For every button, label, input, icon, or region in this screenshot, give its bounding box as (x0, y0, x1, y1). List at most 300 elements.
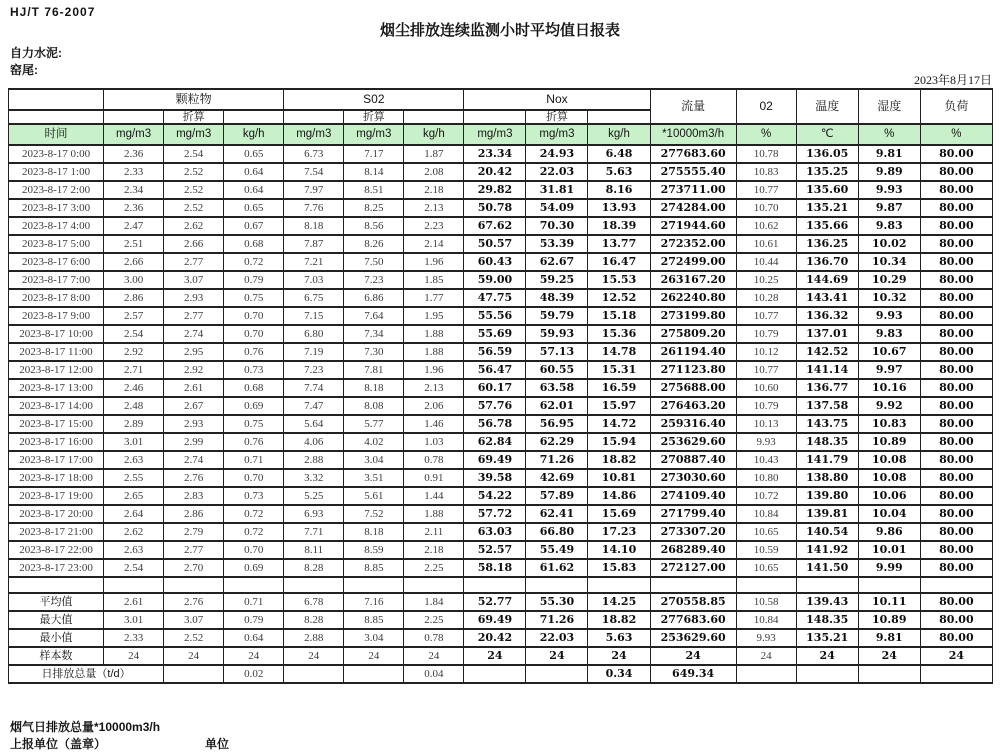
cell-value: 5.61 (344, 487, 404, 505)
cell-value: 8.59 (344, 541, 404, 559)
cell-value: 1.87 (404, 145, 464, 163)
cell-value: 2.54 (104, 325, 164, 343)
cell-value: 5.63 (588, 163, 650, 181)
unit-cell: kg/h (588, 124, 650, 145)
cell-empty (104, 577, 164, 593)
cell-value: 62.84 (464, 433, 526, 451)
cell-value: 2.93 (164, 289, 224, 307)
cell-value: 253629.60 (650, 629, 736, 647)
unit-cell: mg/m3 (284, 124, 344, 145)
cell-value: 2.93 (164, 415, 224, 433)
cell-value: 0.65 (224, 199, 284, 217)
cell-value: 7.54 (284, 163, 344, 181)
cell-value: 2.54 (164, 145, 224, 163)
cell-value: 55.56 (464, 307, 526, 325)
cell-value: 9.83 (858, 217, 920, 235)
cell-value: 57.72 (464, 505, 526, 523)
cell-value: 2.66 (164, 235, 224, 253)
cell-value: 9.93 (858, 307, 920, 325)
cell-value: 9.93 (736, 433, 796, 451)
table-row (9, 487, 993, 505)
cell-time: 2023-8-17 10:00 (9, 325, 104, 343)
cell-value: 10.77 (736, 361, 796, 379)
cell-time: 2023-8-17 22:00 (9, 541, 104, 559)
cell-value: 0.69 (224, 397, 284, 415)
spacer-row (9, 577, 993, 593)
cell-value: 259316.40 (650, 415, 736, 433)
cell-value: 56.78 (464, 415, 526, 433)
cell-empty (920, 577, 992, 593)
table-row (9, 451, 993, 469)
cell-value: 14.10 (588, 541, 650, 559)
summary-label: 平均值 (9, 593, 104, 611)
cell-value: 9.93 (736, 629, 796, 647)
cell-value: 10.84 (736, 611, 796, 629)
cell-value: 136.25 (796, 235, 858, 253)
cell-value: 60.55 (526, 361, 588, 379)
cell-value: 2.70 (164, 559, 224, 577)
cell-value: 139.80 (796, 487, 858, 505)
cell-value: 24 (164, 647, 224, 665)
cell-value: 1.88 (404, 325, 464, 343)
cell-value: 80.00 (920, 593, 992, 611)
cell-value: 52.77 (464, 593, 526, 611)
cell-value: 12.52 (588, 289, 650, 307)
cell-value: 62.67 (526, 253, 588, 271)
cell-value: 50.78 (464, 199, 526, 217)
cell-value: 80.00 (920, 505, 992, 523)
cell-value: 4.02 (344, 433, 404, 451)
cell-value: 273307.20 (650, 523, 736, 541)
cell-value: 2.18 (404, 181, 464, 199)
cell-value: 276463.20 (650, 397, 736, 415)
cell-value: 2.36 (104, 199, 164, 217)
cell-value (920, 665, 992, 683)
table-row (9, 505, 993, 523)
unit-cell: mg/m3 (526, 124, 588, 145)
cell-value: 141.50 (796, 559, 858, 577)
cell-value: 8.14 (344, 163, 404, 181)
cell-value: 273199.80 (650, 307, 736, 325)
cell-value: 24 (344, 647, 404, 665)
cell-value: 7.97 (284, 181, 344, 199)
cell-value: 24 (796, 647, 858, 665)
cell-value: 274109.40 (650, 487, 736, 505)
cell-value: 14.86 (588, 487, 650, 505)
cell-value: 10.08 (858, 451, 920, 469)
cell-value: 135.21 (796, 629, 858, 647)
summary-label: 最大值 (9, 611, 104, 629)
cell-value (736, 665, 796, 683)
cell-value: 8.11 (284, 541, 344, 559)
cell-value: 56.47 (464, 361, 526, 379)
header-pm-converted: 折算 (164, 110, 224, 124)
cell-value: 24 (736, 647, 796, 665)
cell-value: 7.52 (344, 505, 404, 523)
cell-value: 56.59 (464, 343, 526, 361)
cell-value: 275555.40 (650, 163, 736, 181)
standard-code: HJ/T 76-2007 (10, 5, 96, 19)
cell-value: 7.34 (344, 325, 404, 343)
cell-value: 7.71 (284, 523, 344, 541)
summary-row (9, 611, 993, 629)
cell-value: 2.92 (164, 361, 224, 379)
cell-value: 2.65 (104, 487, 164, 505)
flue-gas-total-label: 烟气日排放总量*10000m3/h (10, 720, 161, 734)
cell-value: 271799.40 (650, 505, 736, 523)
cell-value: 18.39 (588, 217, 650, 235)
cell-value: 9.83 (858, 325, 920, 343)
unit-cell: % (920, 124, 992, 145)
cell-value: 6.93 (284, 505, 344, 523)
summary-row (9, 593, 993, 611)
cell-value: 0.65 (224, 145, 284, 163)
cell-value: 141.92 (796, 541, 858, 559)
cell-value: 2.79 (164, 523, 224, 541)
cell-value: 8.08 (344, 397, 404, 415)
cell-value: 15.69 (588, 505, 650, 523)
cell-time: 2023-8-17 6:00 (9, 253, 104, 271)
cell-value: 2.77 (164, 253, 224, 271)
cell-value: 2.99 (164, 433, 224, 451)
cell-value: 0.70 (224, 541, 284, 559)
header-empty-cell (9, 110, 104, 124)
cell-value: 2.76 (164, 593, 224, 611)
cell-value: 137.58 (796, 397, 858, 415)
cell-value: 10.04 (858, 505, 920, 523)
cell-value (464, 665, 526, 683)
cell-value: 2.64 (104, 505, 164, 523)
cell-value: 135.21 (796, 199, 858, 217)
unit-cell: *10000m3/h (650, 124, 736, 145)
cell-value: 9.86 (858, 523, 920, 541)
cell-value: 10.01 (858, 541, 920, 559)
cell-value: 7.47 (284, 397, 344, 415)
cell-value: 15.94 (588, 433, 650, 451)
cell-value: 2.52 (164, 199, 224, 217)
cell-value: 277683.60 (650, 611, 736, 629)
cell-value: 261194.40 (650, 343, 736, 361)
cell-value: 9.92 (858, 397, 920, 415)
cell-value: 2.33 (104, 163, 164, 181)
cell-value: 253629.60 (650, 433, 736, 451)
cell-value: 2.61 (164, 379, 224, 397)
cell-value: 10.89 (858, 611, 920, 629)
cell-value: 141.79 (796, 451, 858, 469)
cell-time: 2023-8-17 14:00 (9, 397, 104, 415)
cell-value: 1.96 (404, 253, 464, 271)
cell-value: 142.52 (796, 343, 858, 361)
cell-value: 2.62 (164, 217, 224, 235)
cell-value: 69.49 (464, 451, 526, 469)
header-empty-cell (464, 110, 526, 124)
cell-value: 0.73 (224, 487, 284, 505)
cell-time: 2023-8-17 3:00 (9, 199, 104, 217)
cell-value: 3.07 (164, 611, 224, 629)
cell-empty (9, 577, 104, 593)
cell-value: 0.72 (224, 253, 284, 271)
cell-value (796, 665, 858, 683)
cell-value: 80.00 (920, 611, 992, 629)
cell-value: 10.34 (858, 253, 920, 271)
cell-value: 22.03 (526, 163, 588, 181)
cell-value: 2.67 (164, 397, 224, 415)
cell-value: 140.54 (796, 523, 858, 541)
header-so2: S02 (284, 89, 464, 110)
cell-value: 24 (650, 647, 736, 665)
cell-value: 62.41 (526, 505, 588, 523)
cell-value: 47.75 (464, 289, 526, 307)
cell-value: 15.53 (588, 271, 650, 289)
cell-value: 80.00 (920, 415, 992, 433)
cell-value: 7.19 (284, 343, 344, 361)
cell-value: 8.26 (344, 235, 404, 253)
cell-value: 70.30 (526, 217, 588, 235)
header-pm: 颗粒物 (104, 89, 284, 110)
cell-value: 5.64 (284, 415, 344, 433)
cell-value: 9.81 (858, 629, 920, 647)
cell-time: 2023-8-17 9:00 (9, 307, 104, 325)
cell-value: 14.25 (588, 593, 650, 611)
cell-value: 2.33 (104, 629, 164, 647)
cell-value: 39.58 (464, 469, 526, 487)
cell-value: 2.46 (104, 379, 164, 397)
cell-value: 48.39 (526, 289, 588, 307)
cell-value: 10.81 (588, 469, 650, 487)
cell-value: 148.35 (796, 433, 858, 451)
cell-value: 8.28 (284, 611, 344, 629)
cell-value (344, 665, 404, 683)
cell-value: 3.01 (104, 433, 164, 451)
cell-value: 8.25 (344, 199, 404, 217)
cell-value: 1.88 (404, 343, 464, 361)
cell-value: 3.07 (164, 271, 224, 289)
cell-value: 7.87 (284, 235, 344, 253)
cell-value: 8.85 (344, 611, 404, 629)
table-row (9, 181, 993, 199)
cell-value: 60.43 (464, 253, 526, 271)
cell-value: 0.72 (224, 523, 284, 541)
cell-value: 8.56 (344, 217, 404, 235)
cell-value: 59.93 (526, 325, 588, 343)
cell-value: 2.74 (164, 325, 224, 343)
cell-value: 136.05 (796, 145, 858, 163)
cell-value: 136.70 (796, 253, 858, 271)
cell-value: 1.46 (404, 415, 464, 433)
cell-value: 59.00 (464, 271, 526, 289)
cell-value: 275809.20 (650, 325, 736, 343)
cell-value: 7.03 (284, 271, 344, 289)
cell-value: 10.02 (858, 235, 920, 253)
cell-value: 0.02 (224, 665, 284, 683)
cell-value: 7.21 (284, 253, 344, 271)
cell-value: 2.95 (164, 343, 224, 361)
cell-value: 10.08 (858, 469, 920, 487)
cell-value: 69.49 (464, 611, 526, 629)
cell-value: 148.35 (796, 611, 858, 629)
table-row (9, 217, 993, 235)
cell-value: 1.95 (404, 307, 464, 325)
cell-value: 2.08 (404, 163, 464, 181)
cell-value: 268289.40 (650, 541, 736, 559)
cell-time: 2023-8-17 13:00 (9, 379, 104, 397)
cell-value: 8.51 (344, 181, 404, 199)
cell-time: 2023-8-17 5:00 (9, 235, 104, 253)
cell-value: 2.77 (164, 307, 224, 325)
cell-value: 138.80 (796, 469, 858, 487)
cell-value: 2.25 (404, 559, 464, 577)
cell-value: 31.81 (526, 181, 588, 199)
cell-value: 6.48 (588, 145, 650, 163)
cell-value: 0.64 (224, 163, 284, 181)
cell-time: 2023-8-17 0:00 (9, 145, 104, 163)
cell-time: 2023-8-17 19:00 (9, 487, 104, 505)
cell-value: 62.29 (526, 433, 588, 451)
cell-time: 2023-8-17 16:00 (9, 433, 104, 451)
table-row (9, 397, 993, 415)
cell-value: 0.34 (588, 665, 650, 683)
cell-time: 2023-8-17 18:00 (9, 469, 104, 487)
cell-value: 136.32 (796, 307, 858, 325)
cell-value: 2.83 (164, 487, 224, 505)
cell-value: 2.86 (104, 289, 164, 307)
table-row (9, 145, 993, 163)
cell-value: 18.82 (588, 451, 650, 469)
cell-value: 7.74 (284, 379, 344, 397)
header-group-row (9, 89, 993, 110)
monitoring-table (8, 88, 993, 684)
cell-value: 2.14 (404, 235, 464, 253)
cell-value: 0.76 (224, 343, 284, 361)
cell-value: 7.81 (344, 361, 404, 379)
cell-time: 2023-8-17 17:00 (9, 451, 104, 469)
cell-time: 2023-8-17 7:00 (9, 271, 104, 289)
cell-empty (224, 577, 284, 593)
summary-label: 最小值 (9, 629, 104, 647)
cell-value: 0.70 (224, 325, 284, 343)
cell-value: 80.00 (920, 397, 992, 415)
cell-value: 2.92 (104, 343, 164, 361)
table-row (9, 163, 993, 181)
cell-value: 10.80 (736, 469, 796, 487)
cell-value: 9.99 (858, 559, 920, 577)
cell-value: 0.79 (224, 271, 284, 289)
cell-value: 10.70 (736, 199, 796, 217)
cell-value: 57.89 (526, 487, 588, 505)
company-label: 自力水泥: (10, 46, 62, 60)
cell-value: 10.58 (736, 593, 796, 611)
cell-value: 7.15 (284, 307, 344, 325)
page-title: 烟尘排放连续监测小时平均值日报表 (379, 22, 620, 39)
cell-value: 0.78 (404, 629, 464, 647)
cell-value: 2.57 (104, 307, 164, 325)
cell-value: 135.66 (796, 217, 858, 235)
cell-time: 2023-8-17 12:00 (9, 361, 104, 379)
cell-value: 20.42 (464, 163, 526, 181)
cell-value: 10.16 (858, 379, 920, 397)
cell-value: 2.61 (104, 593, 164, 611)
cell-value: 24 (464, 647, 526, 665)
cell-time: 2023-8-17 20:00 (9, 505, 104, 523)
header-time: 时间 (9, 124, 104, 145)
cell-value: 2.63 (104, 541, 164, 559)
cell-value: 273711.00 (650, 181, 736, 199)
cell-time: 2023-8-17 15:00 (9, 415, 104, 433)
unit-label: 单位 (205, 737, 230, 751)
cell-value: 50.57 (464, 235, 526, 253)
cell-value: 80.00 (920, 289, 992, 307)
cell-value: 10.12 (736, 343, 796, 361)
cell-value: 649.34 (650, 665, 736, 683)
cell-value: 7.50 (344, 253, 404, 271)
cell-value: 18.82 (588, 611, 650, 629)
cell-time: 2023-8-17 23:00 (9, 559, 104, 577)
cell-value: 272499.00 (650, 253, 736, 271)
cell-value: 7.16 (344, 593, 404, 611)
cell-value: 2.89 (104, 415, 164, 433)
cell-value: 15.97 (588, 397, 650, 415)
cell-empty (284, 577, 344, 593)
unit-cell: % (736, 124, 796, 145)
cell-value: 2.25 (404, 611, 464, 629)
cell-value: 5.77 (344, 415, 404, 433)
cell-value: 54.09 (526, 199, 588, 217)
header-empty-cell (404, 110, 464, 124)
cell-empty (650, 577, 736, 593)
cell-value: 10.62 (736, 217, 796, 235)
cell-value: 7.23 (284, 361, 344, 379)
cell-value: 10.67 (858, 343, 920, 361)
cell-value: 136.77 (796, 379, 858, 397)
cell-value: 71.26 (526, 611, 588, 629)
cell-value: 8.18 (344, 523, 404, 541)
cell-value: 8.16 (588, 181, 650, 199)
cell-time: 2023-8-17 11:00 (9, 343, 104, 361)
cell-value: 80.00 (920, 379, 992, 397)
cell-value: 0.04 (404, 665, 464, 683)
cell-value: 10.79 (736, 397, 796, 415)
cell-value: 1.85 (404, 271, 464, 289)
cell-value: 143.75 (796, 415, 858, 433)
cell-value: 57.76 (464, 397, 526, 415)
cell-value: 0.73 (224, 361, 284, 379)
cell-value: 0.70 (224, 307, 284, 325)
cell-value: 6.75 (284, 289, 344, 307)
cell-value: 275688.00 (650, 379, 736, 397)
cell-value: 0.71 (224, 451, 284, 469)
table-row (9, 235, 993, 253)
cell-value: 80.00 (920, 559, 992, 577)
cell-value: 16.59 (588, 379, 650, 397)
cell-value: 0.75 (224, 289, 284, 307)
cell-value: 3.01 (104, 611, 164, 629)
cell-time: 2023-8-17 4:00 (9, 217, 104, 235)
cell-empty (796, 577, 858, 593)
cell-value: 80.00 (920, 235, 992, 253)
cell-value: 0.68 (224, 379, 284, 397)
cell-value: 80.00 (920, 629, 992, 647)
cell-value: 6.73 (284, 145, 344, 163)
cell-value (858, 665, 920, 683)
cell-value: 59.79 (526, 307, 588, 325)
cell-value: 10.78 (736, 145, 796, 163)
cell-empty (526, 577, 588, 593)
cell-value: 271944.60 (650, 217, 736, 235)
header-empty-cell (284, 110, 344, 124)
cell-value: 80.00 (920, 325, 992, 343)
cell-empty (164, 577, 224, 593)
cell-value: 10.61 (736, 235, 796, 253)
